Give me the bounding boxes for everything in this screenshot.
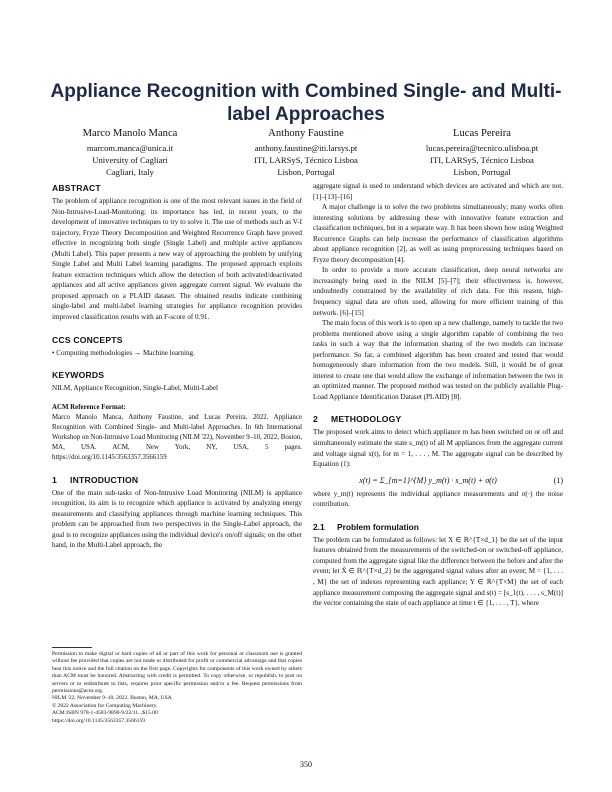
keywords-text: NILM, Appliance Recognition, Single-Label, Multi-Label — [52, 384, 218, 393]
permission-text: Permission to make digital or hard copies of all or part of this work for personal or classroom use is granted without fee provided that copies are not made or distributed for profit or commercial advantage and that copies bear this notice and the full citation on the first page. Copyrights for components of this work owned by others than ACM must be honored. Abstracting with credit is permitted. To copy otherwise, or republish, to post on servers or to redistribute to lists, requires prior specific permission and/or a fee. Request permissions from permissions@acm.org. — [52, 651, 302, 695]
equation-body: x(t) = Σ_{m=1}^{M} y_m(t) · s_m(t) + σ(t) — [359, 475, 497, 485]
venue-line: NILM '22, November 9–10, 2022, Boston, MA, USA — [52, 695, 172, 702]
intro-continued: aggregate signal is used to understand which devices are activated and which are not. [1]–[13]–[16] — [313, 182, 563, 201]
copyright-footnote — [52, 647, 302, 725]
section-title: METHODOLOGY — [331, 414, 402, 425]
page-number: 350 — [300, 760, 312, 769]
equation-1 — [313, 476, 563, 485]
author-location: Cagliari, Italy — [106, 167, 154, 178]
keywords-heading: KEYWORDS — [52, 370, 105, 381]
intro-paragraph-2: A major challenge is to solve the two problems simultaneously; many works often interesting solutions by addressing these with innovative feature extraction and classification techniques, but in a separate way. It has been shown how using Weighted Recurrence Graphs can help increase the performance of classification algorithms about appliance recognition [2], as well as using preprocessing techniques based on Fryze theory decomposition [4]. — [313, 203, 563, 264]
author-email: anthony.faustine@iti.larsys.pt — [254, 143, 358, 153]
subsection-title: Problem formulation — [337, 521, 419, 532]
introduction-text: One of the main sub-tasks of Non-Intrusive Load Monitoring (NILM) is appliance recognition, its aim is to recognize which appliance is activated by analyzing energy measurements and classifying appliances through machine learning techniques. This problem can be approached from two perspectives in the Single-Label approach, the goal is to recognize appliances using the individual device's on/off signals; on the other hand, in the Multi-Label approach, the — [52, 488, 302, 550]
author-block — [42, 127, 570, 179]
paper-title: Appliance Recognition with Combined Single- and Multi-label Approaches — [50, 81, 562, 125]
author-affiliation: ITI, LARSyS, Técnico Lisboa — [254, 155, 358, 166]
subsection-heading — [313, 522, 563, 532]
author-name: Marco Manolo Manca — [82, 128, 178, 139]
author-name: Anthony Faustine — [268, 128, 344, 139]
intro-paragraph-4: The main focus of this work is to open up a new challenge, namely to tackle the two problems mentioned above using a single algorithm capable of combining the two tasks in such a way that the information sharing of the two models can increase performance. So far, a combined algorithm has been created and tested that would homogeneously share information from the two models. Still, it would be of great interest to create one that would allow the exchange of information between the two in an optimized manner. The proposed method was tested on the publicly available Plug-Load Appliance Identification Dataset (PLAID) [8]. — [313, 319, 563, 401]
subsection-text: The problem can be formulated as follows: let X ∈ ℝ^{T×d_1} be the set of the input features obtained from the measurements of the switched-on or switched-off appliance, computed from the aggregate signal like the difference between the before and after the event; let X̃ ∈ ℝ^{T×d_2} be the aggregated signal values after an event; M = {1, . . . , M} the set of indexes representing each appliance; Y ∈ ℝ^{T×M} the set of each appliance measurement composing the aggregate signal and s(t) = [s_1(t), . . . , s_M(t)] the vector containing the state of each appliance at time t ∈ {1, . . . , T}, where — [313, 535, 563, 608]
reference-format-heading: ACM Reference Format: — [52, 403, 126, 411]
equation-explanation: where y_m(t) represents the individual appliance measurements and σ(·) the noise contribution. — [313, 489, 563, 509]
author-email: marcom.manca@unica.it — [86, 143, 174, 153]
section-number: 1 — [52, 474, 57, 485]
isbn-line: ACM ISBN 978-1-4503-9890-9/22/11...$15.00 — [52, 710, 158, 717]
author-location: Lisbon, Portugal — [277, 167, 335, 178]
author-2 — [218, 127, 394, 179]
author-location: Lisbon, Portugal — [453, 167, 511, 178]
right-column — [313, 181, 563, 609]
methodology-heading — [313, 414, 563, 424]
equation-number: (1) — [553, 475, 563, 485]
abstract-text: The problem of appliance recognition is one of the most relevant issues in the field of Non-Intrusive-Load-Monitoring; its importance has led, in recent years, to the development of innovative techniques to try to solve it. The use of methods such as V-I trajectory, Fryze Theory Decomposition and Weighted Recurrence Graph have proved effective in recognizing both single (Single Label) and multiple active appliances (Multi Label). This paper presents a new way of approaching the problem by unifying Single Label and Multi Label learning paradigms. The proposed approach exploits feature extraction techniques which allow the detection of both activated/deactivated appliances and all active appliances given aggregate current signal. We evaluate the proposed approach on a PLAID dataset. The obtained results indicate combining single-label and multi-label learning strategies for appliance recognition provides improved classification results with an F-score of 0.91. — [52, 197, 302, 322]
author-email: lucas.pereira@tecnico.ulisboa.pt — [425, 143, 539, 153]
author-name: Lucas Pereira — [453, 128, 511, 139]
author-affiliation: University of Cagliari — [92, 155, 168, 166]
section-number: 2 — [313, 414, 318, 425]
section-title: INTRODUCTION — [70, 474, 139, 485]
left-column — [52, 183, 302, 551]
reference-format-text: Marco Manolo Manca, Anthony Faustine, and Lucas Pereira. 2022. Appliance Recognition with Combined Single- and Multi-label Approaches. In 6th International Workshop on Non-Intrusive Load Monitoring (NILM '22), November 9–10, 2022, Boston, MA, USA. ACM, New York, NY, USA, 5 pages. https://doi.org/10.1145/3563357.3566159 — [52, 413, 302, 461]
footnote-rule — [52, 647, 92, 648]
subsection-number: 2.1 — [313, 521, 325, 532]
author-affiliation: ITI, LARSyS, Técnico Lisboa — [430, 155, 534, 166]
author-1 — [42, 127, 218, 179]
ccs-text: • Computing methodologies → Machine learning. — [52, 348, 195, 357]
ccs-heading: CCS CONCEPTS — [52, 334, 123, 345]
author-3 — [394, 127, 570, 179]
doi-line: https://doi.org/10.1145/3563357.3566159 — [52, 717, 146, 724]
copyright-line: © 2022 Association for Computing Machinery. — [52, 702, 158, 709]
abstract-heading: ABSTRACT — [52, 183, 101, 193]
introduction-heading — [52, 475, 302, 485]
methodology-text: The proposed work aims to detect which appliance m has been switched on or off and simultaneously estimate the state s_m(t) of all M appliances from the aggregate current and voltage signal x(t), for m = 1, . . . , M. The aggregate signal can be described by Equation (1): — [313, 428, 563, 469]
intro-paragraph-3: In order to provide a more accurate classification, deep neural networks are increasingly being used in the NILM [5]–[7]; their effectiveness is, however, undoubtedly constrained by the availability of rich data. For this reason, high-frequency signal data are often used, allowing for more efficient training of this network. [6]–[15] — [313, 266, 563, 317]
